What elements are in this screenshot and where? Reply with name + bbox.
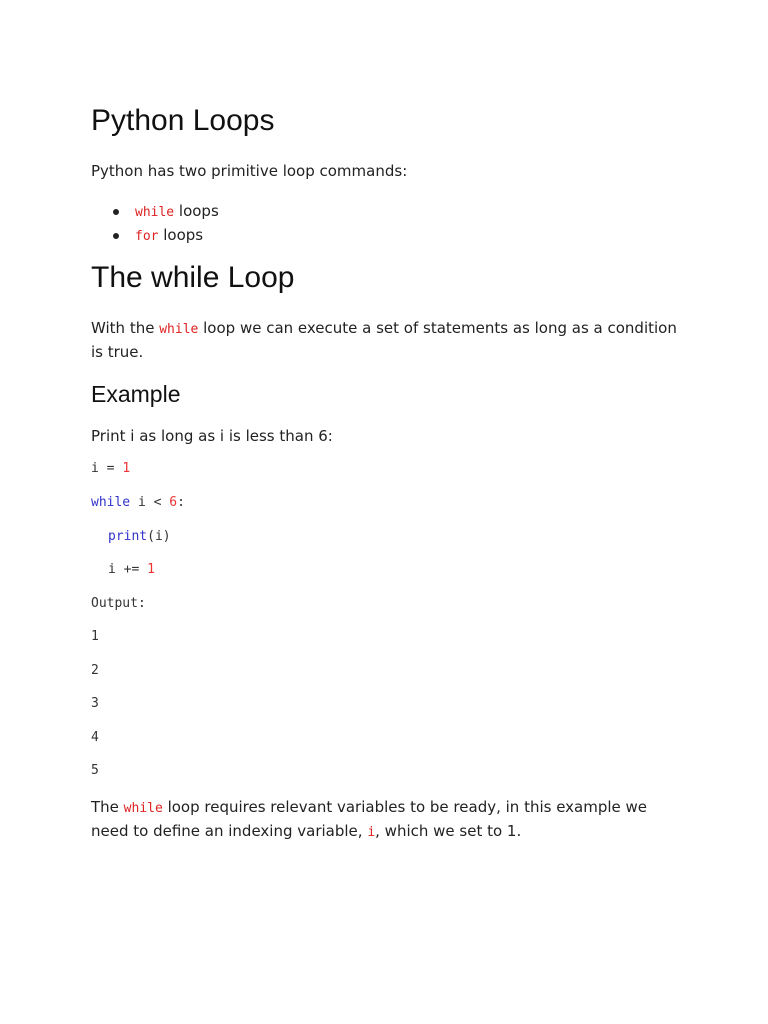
code-text: i = xyxy=(91,461,123,476)
inline-code: while xyxy=(123,801,163,816)
list-item xyxy=(113,200,219,224)
inline-code: while xyxy=(159,322,199,337)
code-text: i += xyxy=(108,562,148,577)
page-title: Python Loops xyxy=(91,104,275,137)
output-line: 4 xyxy=(91,730,99,745)
example-heading: Example xyxy=(91,381,181,407)
code-number: 6 xyxy=(169,495,178,510)
output-line: 2 xyxy=(91,663,99,678)
section-title: The while Loop xyxy=(91,261,295,294)
code-text: : xyxy=(177,495,185,510)
example-description: Print i as long as i is less than 6: xyxy=(91,427,333,445)
output-line: 3 xyxy=(91,696,99,711)
code-text: i < xyxy=(130,495,170,510)
loop-types-list xyxy=(113,200,219,248)
bullet-icon xyxy=(113,233,119,239)
list-item xyxy=(113,224,219,248)
paragraph-text: loop we can execute a set of statements as long as a condition is true. xyxy=(91,319,677,361)
output-line: 5 xyxy=(91,763,99,778)
paragraph-text: The xyxy=(91,798,124,816)
intro-paragraph: Python has two primitive loop commands: xyxy=(91,162,408,180)
inline-code: while xyxy=(135,205,175,220)
code-line-3 xyxy=(108,529,171,544)
section-paragraph xyxy=(91,317,681,364)
list-item-text: loops xyxy=(174,202,219,220)
inline-code: for xyxy=(135,229,159,244)
code-keyword: while xyxy=(91,495,131,510)
code-function: print xyxy=(108,529,148,544)
bullet-icon xyxy=(113,209,119,215)
code-text: (i) xyxy=(147,529,171,544)
code-line-4 xyxy=(108,562,155,577)
code-number: 1 xyxy=(122,461,131,476)
list-item-text: loops xyxy=(158,226,204,244)
output-line: 1 xyxy=(91,629,99,644)
paragraph-text: With the xyxy=(91,319,160,337)
code-line-1 xyxy=(91,461,130,476)
closing-paragraph xyxy=(91,796,681,844)
code-line-2 xyxy=(91,495,185,510)
paragraph-text: loop requires relevant variables to be ready, in this example we need to define an indexing variable, xyxy=(91,798,648,840)
code-number: 1 xyxy=(147,562,155,577)
inline-code: i xyxy=(367,825,376,840)
paragraph-text: , which we set to 1. xyxy=(375,822,522,840)
output-label: Output: xyxy=(91,596,146,611)
